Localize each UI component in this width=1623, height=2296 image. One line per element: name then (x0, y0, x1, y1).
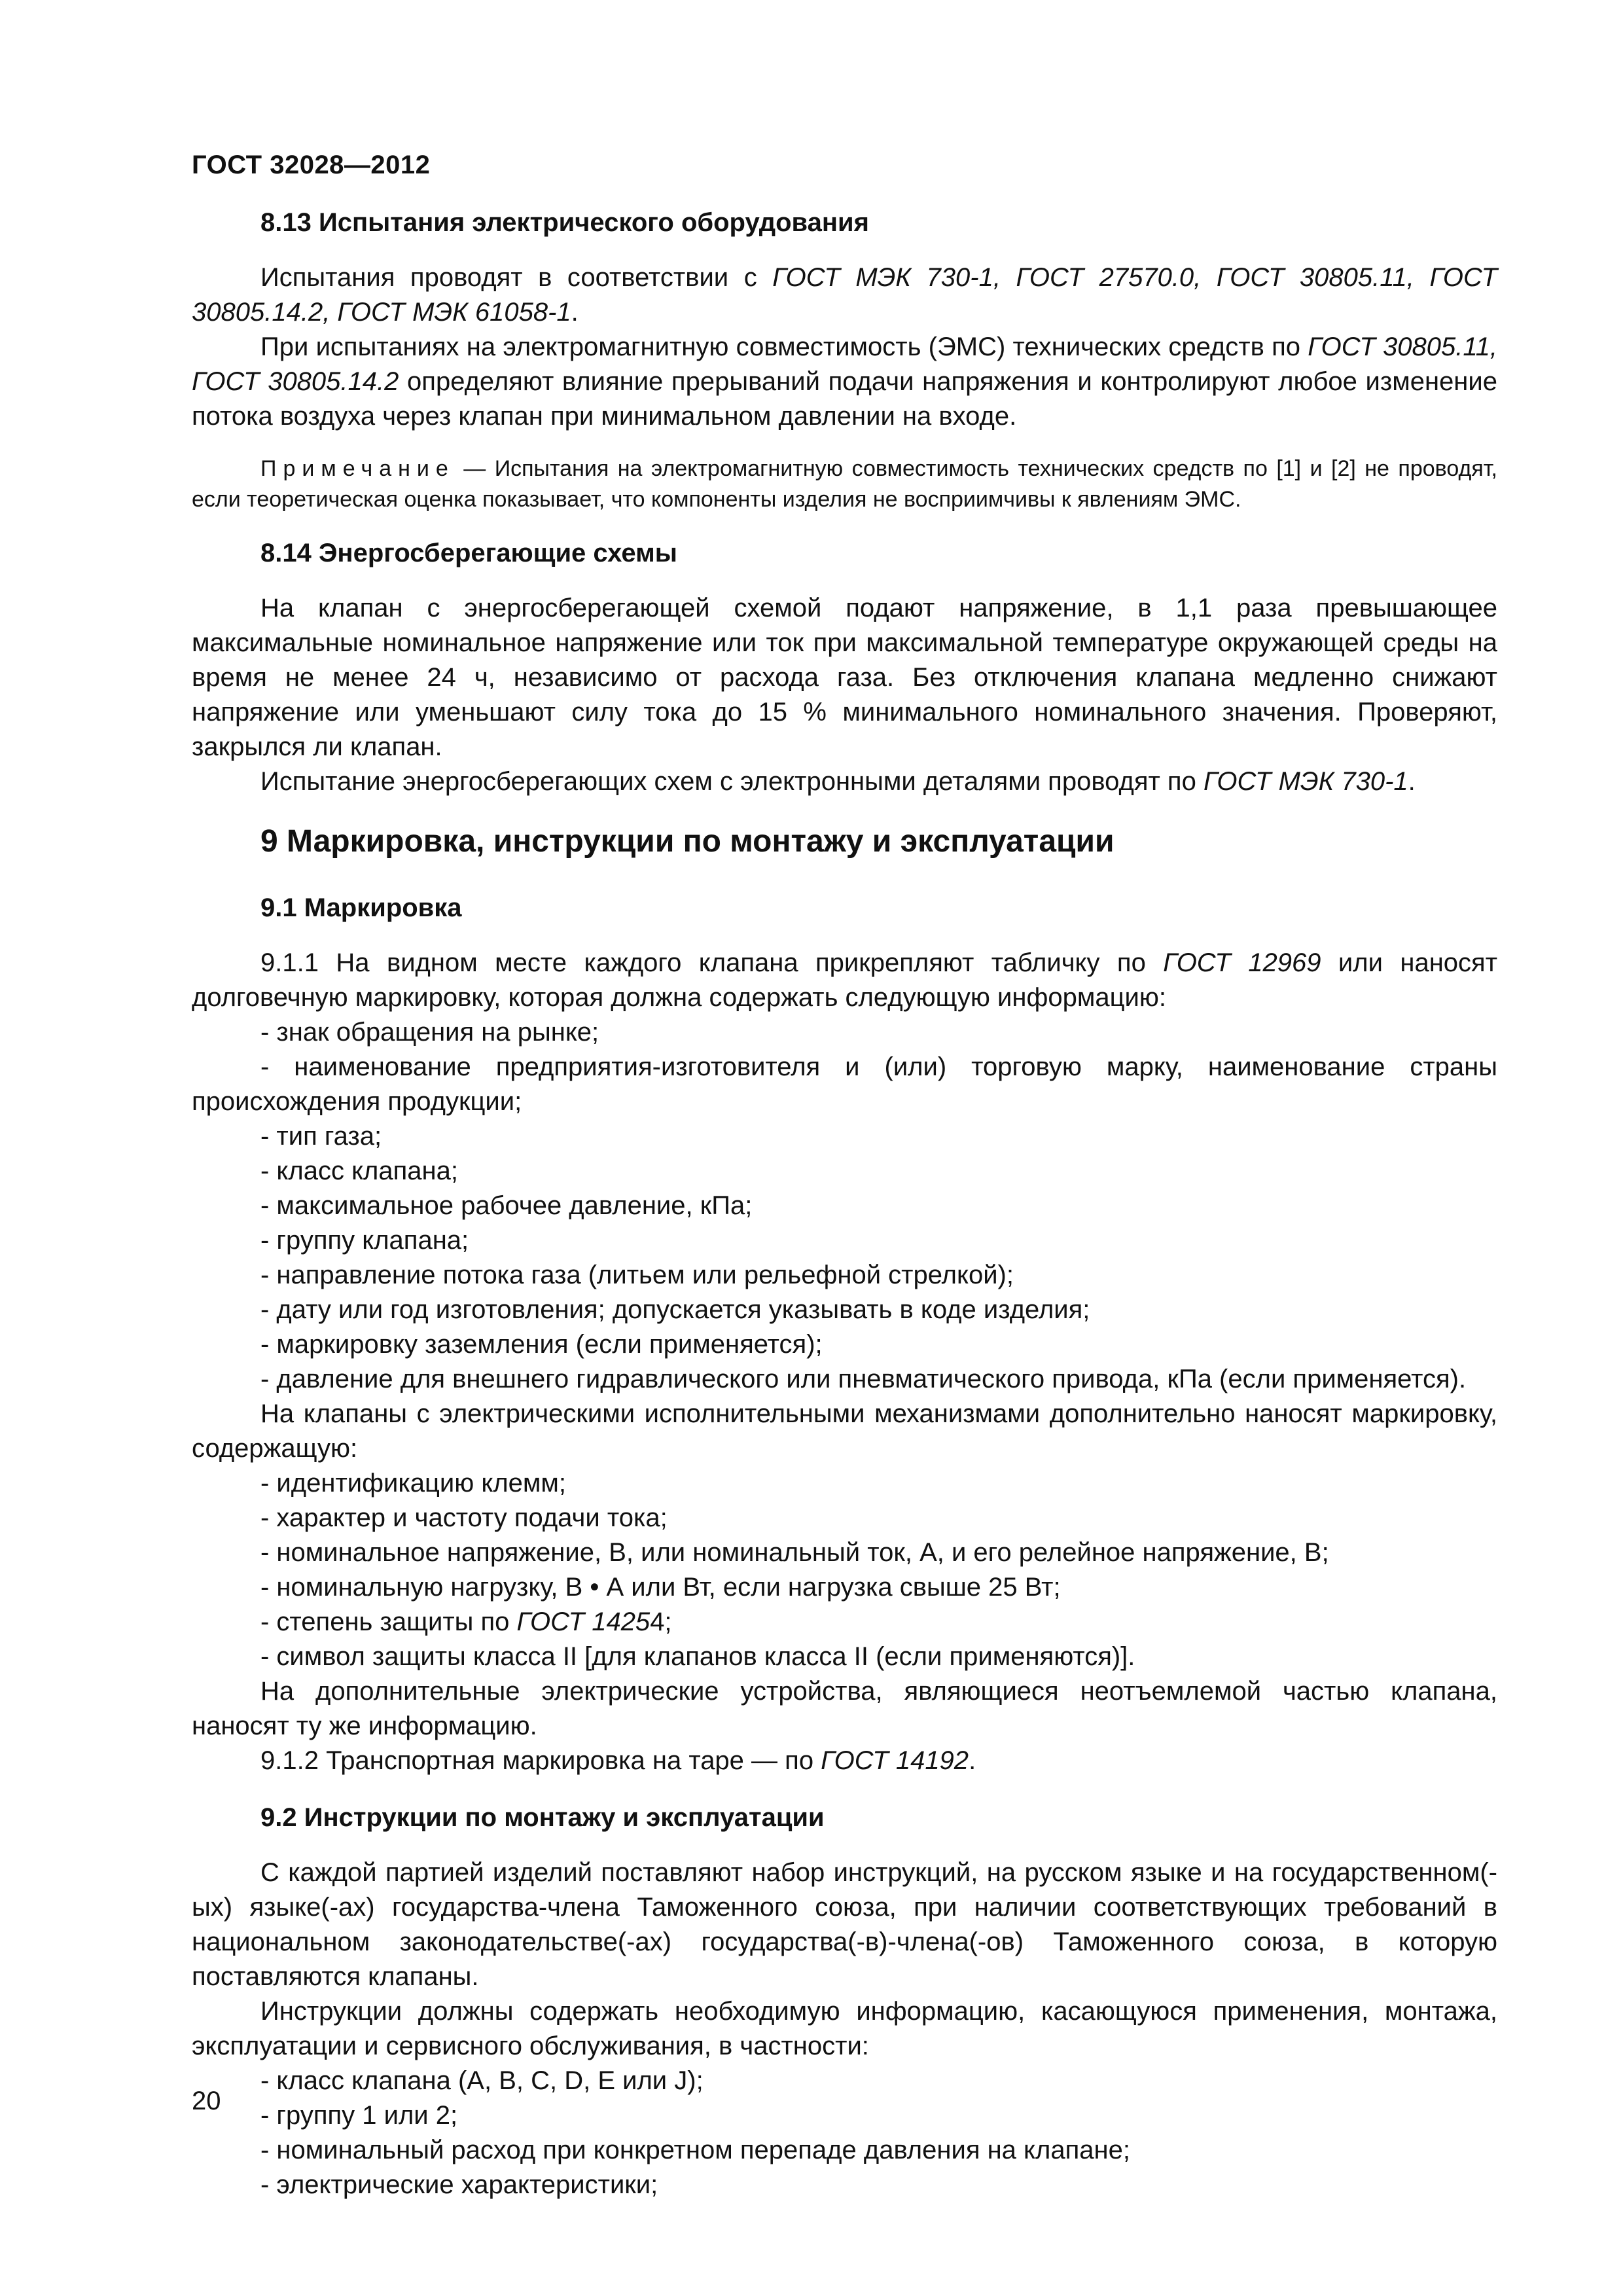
list-item: - направление потока газа (литьем или рельефной стрелкой); (260, 1261, 1014, 1289)
standards-reference: ГОСТ 1425 (516, 1607, 651, 1636)
section-8-13-paragraph-1: Испытания проводят в соответствии с ГОСТ МЭК 730-1, ГОСТ 27570.0, ГОСТ 30805.11, ГОСТ 30805.14.2, ГОСТ МЭК 61058-1. (192, 263, 1497, 327)
list-item: - группу клапана; (260, 1226, 469, 1255)
document-code-header: ГОСТ 32028—2012 (192, 151, 431, 179)
section-9-1-title: 9.1 Маркировка (260, 893, 462, 922)
list-item: - идентификацию клемм; (260, 1469, 567, 1498)
marking-list (192, 1015, 1497, 1397)
list-item: - электрические характеристики; (260, 2170, 658, 2199)
list-item: - степень защиты по ГОСТ 14254; (260, 1607, 672, 1636)
page-content (192, 203, 1497, 2202)
section-8-14-title: 8.14 Энергосберегающие схемы (260, 539, 677, 567)
section-8-14-paragraph-2: Испытание энергосберегающих схем с электронными деталями проводят по ГОСТ МЭК 730-1. (260, 767, 1416, 796)
electric-marking-list (192, 1466, 1497, 1674)
standards-reference: ГОСТ 30805.11, ГОСТ 30805.14.2 (192, 332, 1497, 396)
list-item: - характер и частоту подачи тока; (260, 1503, 668, 1532)
list-item: - символ защиты класса II [для клапанов класса II (если применяются)]. (260, 1642, 1135, 1671)
list-item: - номинальную нагрузку, В • А или Вт, если нагрузка свыше 25 Вт; (260, 1573, 1061, 1602)
section-9-2-paragraph-2: Инструкции должны содержать необходимую информацию, касающуюся применения, монтажа, эксплуатации и сервисного обслуживания, в частности: (192, 1997, 1497, 2060)
clause-9-1-1: 9.1.1 На видном месте каждого клапана прикрепляют табличку по ГОСТ 12969 или наносят долговечную маркировку, которая должна содержать следующую информацию: (192, 948, 1498, 1012)
section-9-title: 9 Маркировка, инструкции по монтажу и эксплуатации (260, 824, 1115, 859)
standards-reference: ГОСТ МЭК 730-1 (1203, 767, 1408, 796)
list-item: - максимальное рабочее давление, кПа; (260, 1191, 753, 1220)
standards-reference: ГОСТ 14192 (821, 1746, 969, 1775)
standards-reference: ГОСТ МЭК 730-1, ГОСТ 27570.0, ГОСТ 30805.11, ГОСТ 30805.14.2, ГОСТ МЭК 61058-1 (192, 263, 1497, 327)
section-8-13-title: 8.13 Испытания электрического оборудования (260, 208, 869, 237)
list-item: - группу 1 или 2; (260, 2101, 458, 2130)
list-item: - тип газа; (260, 1122, 382, 1151)
section-8-14-paragraph-1: На клапан с энергосберегающей схемой подают напряжение, в 1,1 раза превышающее максимальные номинальное напряжение или ток при максимальной температуре окружающей среды на время не менее 24 ч, независимо от расхода газа. Без отключения клапана медленно снижают напряжение или уменьшают силу тока до 15 % минимального номинального значения. Проверяют, закрылся ли клапан. (192, 594, 1497, 761)
list-item: - дату или год изготовления; допускается указывать в коде изделия; (260, 1295, 1090, 1324)
note-text: — Испытания на электромагнитную совместимость технических средств по [1] и [2] не проводят, если теоретическая оценка показывает, что компоненты изделия не восприимчивы к явлениям ЭМС. (192, 456, 1497, 512)
note-label: Примечание (260, 456, 455, 481)
instructions-list (192, 2064, 1497, 2202)
list-item: - номинальный расход при конкретном перепаде давления на клапане; (260, 2136, 1130, 2164)
list-item: - номинальное напряжение, В, или номинальный ток, А, и его релейное напряжение, В; (260, 1538, 1329, 1567)
list-item: - класс клапана; (260, 1157, 458, 1185)
list-item: - класс клапана (А, В, С, D, Е или J); (260, 2066, 704, 2095)
page-number: 20 (192, 2087, 221, 2115)
section-8-13-paragraph-2: При испытаниях на электромагнитную совместимость (ЭМС) технических средств по ГОСТ 30805.11, ГОСТ 30805.14.2 определяют влияние прерываний подачи напряжения и контролируют любое изменение потока воздуха через клапан при минимальном давлении на входе. (192, 332, 1497, 431)
list-item: - наименование предприятия-изготовителя и (или) торговую марку, наименование страны происхождения продукции; (192, 1052, 1497, 1116)
standards-reference: ГОСТ 12969 (1163, 948, 1321, 977)
electric-actuators-paragraph: На клапаны с электрическими исполнительными механизмами дополнительно наносят маркировку, содержащую: (192, 1399, 1497, 1463)
section-9-2-paragraph-1: С каждой партией изделий поставляют набор инструкций, на русском языке и на государственном(-ых) языке(-ах) государства-члена Таможенного союза, при наличии соответствующих требований в национальном законодательстве(-ах) государства(-в)-члена(-ов) Таможенного союза, в которую поставляются клапаны. (192, 1858, 1497, 1991)
list-item: - давление для внешнего гидравлического или пневматического привода, кПа (если применяется). (260, 1365, 1467, 1393)
list-item: - маркировку заземления (если применяется); (260, 1330, 823, 1359)
list-item: - знак обращения на рынке; (260, 1018, 599, 1047)
additional-devices-paragraph: На дополнительные электрические устройства, являющиеся неотъемлемой частью клапана, наносят ту же информацию. (192, 1677, 1497, 1740)
note (192, 454, 1497, 515)
section-9-2-title: 9.2 Инструкции по монтажу и эксплуатации (260, 1803, 825, 1832)
clause-9-1-2: 9.1.2 Транспортная маркировка на таре — по ГОСТ 14192. (260, 1746, 976, 1775)
